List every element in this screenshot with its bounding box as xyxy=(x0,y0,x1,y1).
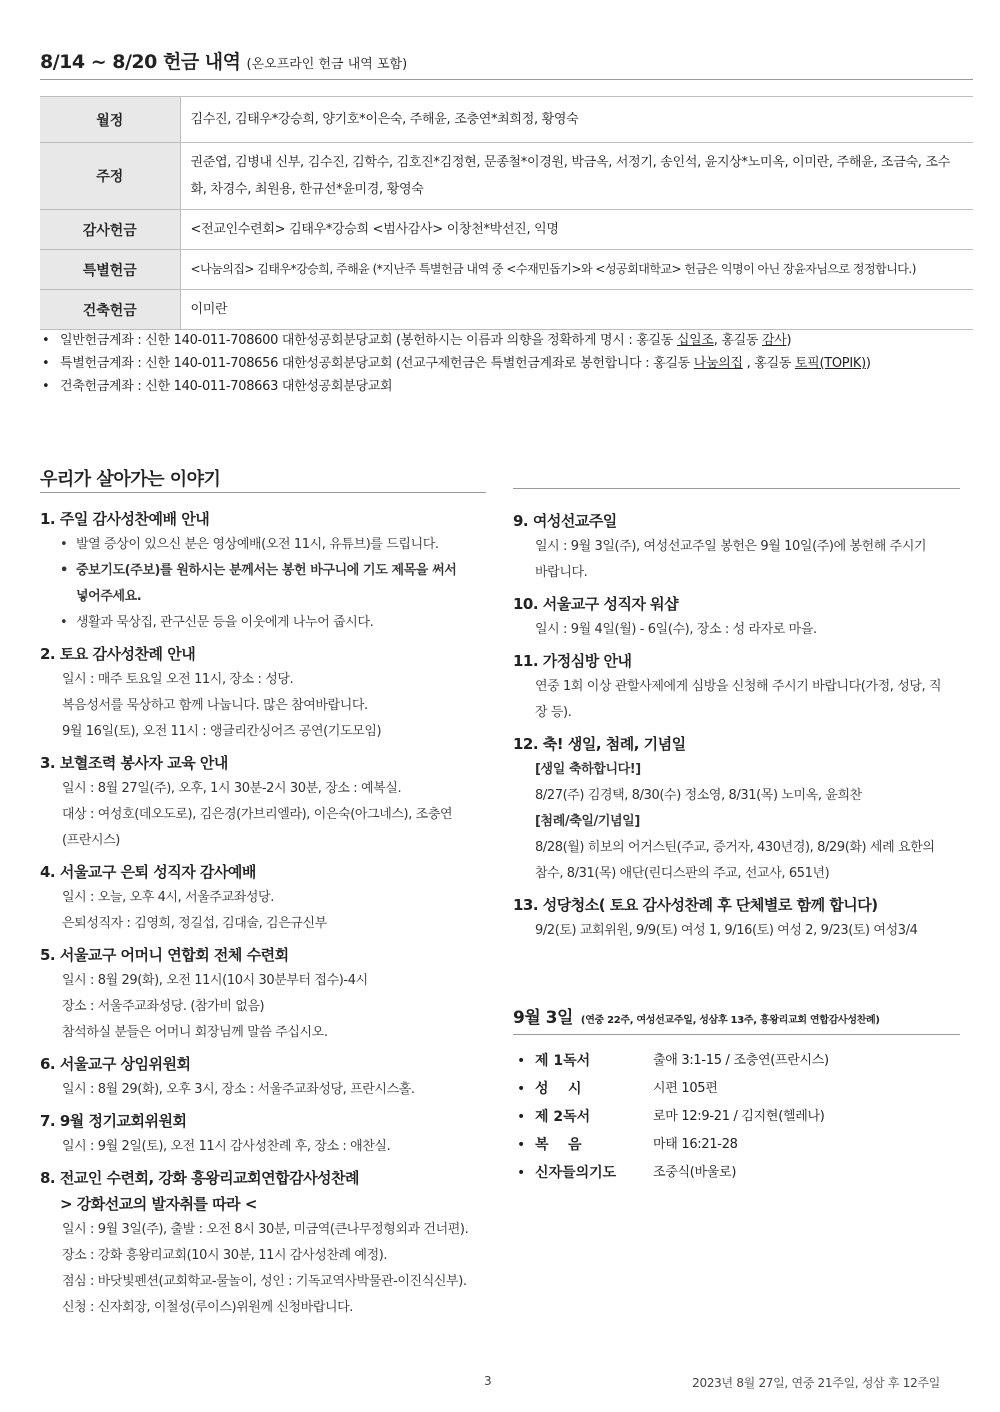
row-value: <전교인수련회> 김태우*강승희 <범사감사> 이창천*박선진, 익명 xyxy=(180,210,973,250)
story-line: 일시 : 8월 29(화), 오후 3시, 장소 : 서울주교좌성당, 프란시스홀. xyxy=(62,1082,415,1097)
story-line: • 생활과 묵상집, 관구신문 등을 이웃에게 나누어 줍시다. xyxy=(40,610,490,636)
story-title: 2. 토요 감사성찬례 안내 xyxy=(40,645,196,663)
bullet-icon: • xyxy=(517,1081,526,1097)
story-line: 신청 : 신자회장, 이철성(루이스)위원께 신청바랍니다. xyxy=(62,1300,354,1315)
sunday-date: 9월 3일 xyxy=(513,1008,573,1028)
story-line: 연중 1회 이상 관할사제에게 심방을 신청해 주시기 바랍니다(가정, 성당, 직 xyxy=(535,679,942,694)
reading-item xyxy=(513,1159,960,1187)
story-line: 장 등). xyxy=(535,705,572,720)
story-item xyxy=(40,641,490,745)
row-value: 이미란 xyxy=(180,290,973,330)
page-subtitle: (온오프라인 헌금 내역 포함) xyxy=(246,57,408,72)
story-line: 넣어주세요. xyxy=(76,589,142,604)
story-line: 참수, 8/31(목) 애단(린디스판의 주교, 선교사, 651년) xyxy=(535,866,830,881)
account-building: • 건축헌금계좌 : 신한 140-011-708663 대한성공회분당교회 xyxy=(40,375,973,398)
story-title: 5. 서울교구 어머니 연합회 전체 수련회 xyxy=(40,946,289,964)
row-label: 월정 xyxy=(40,97,180,143)
account-text: 특별헌금계좌 : 신한 140-011-708656 대한성공회분당교회 (선교구제헌금은 특별헌금계좌로 봉헌합니다 : 홍길동 xyxy=(60,356,694,371)
reading-item xyxy=(513,1047,960,1075)
section-divider xyxy=(513,488,960,489)
story-title: 3. 보혈조력 봉사자 교육 안내 xyxy=(40,754,228,772)
reading-item xyxy=(513,1075,960,1103)
story-item xyxy=(40,859,490,937)
stories-right-column xyxy=(513,508,963,949)
bullet-icon: • xyxy=(517,1109,526,1125)
story-line: 일시 : 8월 29(화), 오전 11시(10시 30분부터 접수)-4시 xyxy=(62,973,368,988)
account-example: 감사 xyxy=(761,333,787,348)
account-special xyxy=(40,352,973,375)
account-end: ) xyxy=(786,333,792,348)
story-line: 일시 : 9월 3일(주), 여성선교주일 봉헌은 9월 10일(주)에 봉헌해 주시기 xyxy=(535,539,927,554)
reading-item xyxy=(513,1131,960,1159)
story-line: 일시 : 9월 4일(월) - 6일(수), 장소 : 성 라자로 마을. xyxy=(535,622,817,637)
story-line: 참석하실 분들은 어머니 회장님께 말씀 주십시오. xyxy=(62,1025,328,1040)
story-line: • 발열 증상이 있으신 분은 영상예배(오전 11시, 유튜브)를 드립니다. xyxy=(40,532,490,558)
sunday-subtitle: (연중 22주, 여성선교주일, 성삼후 13주, 흥왕리교회 연합감사성찬례) xyxy=(580,1015,880,1026)
account-example: 나눔의집 xyxy=(693,356,743,371)
story-item xyxy=(513,892,963,944)
story-line: 8/28(월) 히보의 어거스틴(주교, 증거자, 430년경), 8/29(화) 세례 요한의 xyxy=(535,840,935,855)
account-sep: , 홍길동 xyxy=(742,356,795,371)
story-title: 6. 서울교구 상임위원회 xyxy=(40,1055,191,1073)
story-title: 13. 성당청소( 토요 감사성찬례 후 단체별로 함께 합니다) xyxy=(513,896,878,914)
story-item xyxy=(513,591,963,643)
story-item xyxy=(40,506,490,636)
story-line: 일시 : 8월 27일(주), 오후, 1시 30분-2시 30분, 장소 : 예복실. xyxy=(62,781,402,796)
story-line: 복음성서를 묵상하고 함께 나눕니다. 많은 참여바랍니다. xyxy=(62,698,368,713)
story-line: (프란시스) xyxy=(62,833,120,848)
story-line: 일시 : 오늘, 오후 4시, 서울주교좌성당. xyxy=(62,890,274,905)
story-line: 점심 : 바닷빛펜션(교회학교-물놀이, 성인 : 기독교역사박물관-이진식신부). xyxy=(62,1274,467,1289)
story-item xyxy=(40,750,490,854)
reading-value: 마태 16:21-28 xyxy=(653,1137,738,1152)
reading-value: 조중식(바울로) xyxy=(653,1165,737,1180)
reading-label: 성 시 xyxy=(535,1081,582,1097)
page-number: 3 xyxy=(484,1374,492,1388)
story-line: 9/2(토) 교회위원, 9/9(토) 여성 1, 9/16(토) 여성 2, 9/23(토) 여성3/4 xyxy=(535,923,918,938)
story-item xyxy=(40,942,490,1046)
reading-label: 제 2독서 xyxy=(535,1109,591,1125)
story-item xyxy=(40,1108,490,1160)
reading-item xyxy=(513,1103,960,1131)
row-label: 주정 xyxy=(40,143,180,210)
story-line: 은퇴성직자 : 김영희, 정길섭, 김대술, 김은규신부 xyxy=(62,916,327,931)
story-title: 12. 축! 생일, 첨례, 기념일 xyxy=(513,735,686,753)
offering-header xyxy=(40,50,973,80)
bullet-icon: • xyxy=(517,1053,526,1069)
table-row xyxy=(40,97,973,143)
sunday-header xyxy=(513,1003,960,1035)
account-example: 토픽(TOPIK) xyxy=(794,356,866,371)
stories-title: 우리가 살아가는 이야기 xyxy=(40,463,486,493)
story-item xyxy=(513,731,963,887)
story-line: 9월 16일(토), 오전 11시 : 앵글리칸싱어즈 공연(기도모임) xyxy=(62,724,382,739)
row-label: 건축헌금 xyxy=(40,290,180,330)
page-title: 8/14 ~ 8/20 헌금 내역 xyxy=(40,51,241,73)
account-text: 일반헌금계좌 : 신한 140-011-708600 대한성공회분당교회 (봉헌하시는 이름과 의향을 정확하게 명시 : 홍길동 xyxy=(60,333,677,348)
story-line: [생일 축하합니다!] xyxy=(535,762,641,777)
reading-value: 로마 12:9-21 / 김지현(헬레나) xyxy=(653,1109,825,1124)
story-line: 장소 : 강화 흥왕리교회(10시 30분, 11시 감사성찬례 예정). xyxy=(62,1248,388,1263)
story-line: 일시 : 9월 3일(주), 출발 : 오전 8시 30분, 미금역(큰나무정형외과 건너편). xyxy=(62,1222,469,1237)
account-example: 십일조 xyxy=(676,333,714,348)
bullet-icon: • xyxy=(517,1137,526,1153)
story-line: [첨례/축일/기념일] xyxy=(535,814,640,829)
story-line: • 중보기도(주보)를 원하시는 분께서는 봉헌 바구니에 기도 제목을 써서 xyxy=(40,558,490,584)
reading-list xyxy=(513,1047,960,1187)
account-end: ) xyxy=(865,356,871,371)
row-label: 감사헌금 xyxy=(40,210,180,250)
story-line: > 강화선교의 발자취를 따라 < xyxy=(60,1195,257,1213)
account-general xyxy=(40,329,973,352)
story-line: 일시 : 9월 2일(토), 오전 11시 감사성찬례 후, 장소 : 애찬실. xyxy=(62,1139,391,1154)
row-value: 권준엽, 김병내 신부, 김수진, 김학수, 김호진*김정현, 문종철*이경원, 박금옥, 서정기, 송인석, 윤지상*노미옥, 이미란, 주해윤, 조금숙, 조수화, 차경수, 최원용, 한규선*윤미경, 황영숙 xyxy=(180,143,973,210)
story-title: 7. 9월 정기교회위원회 xyxy=(40,1112,187,1130)
reading-label: 신자들의기도 xyxy=(535,1165,617,1181)
story-line: 바랍니다. xyxy=(535,565,588,580)
story-title: 10. 서울교구 성직자 워샵 xyxy=(513,595,679,613)
story-title: 11. 가정심방 안내 xyxy=(513,652,632,670)
sunday-readings xyxy=(513,1003,960,1187)
story-title: 9. 여성선교주일 xyxy=(513,512,617,530)
reading-value: 시편 105편 xyxy=(653,1081,718,1096)
story-line: 일시 : 매주 토요일 오전 11시, 장소 : 성당. xyxy=(62,672,294,687)
offering-table xyxy=(40,96,973,330)
stories-left-column xyxy=(40,506,490,1326)
table-row xyxy=(40,210,973,250)
story-title: 4. 서울교구 은퇴 성직자 감사예배 xyxy=(40,863,256,881)
story-item xyxy=(513,508,963,586)
reading-label: 복 음 xyxy=(535,1137,582,1153)
row-value: 김수진, 김태우*강승희, 양기호*이은숙, 주해윤, 조충연*최희정, 황영숙 xyxy=(180,97,973,143)
story-item xyxy=(40,1051,490,1103)
footer-date: 2023년 8월 27일, 연중 21주일, 성삼 후 12주일 xyxy=(692,1376,940,1390)
table-row xyxy=(40,143,973,210)
row-label: 특별헌금 xyxy=(40,250,180,290)
table-row xyxy=(40,290,973,330)
account-sep: , 홍길동 xyxy=(713,333,762,348)
story-title: 8. 전교인 수련회, 강화 흥왕리교회연합감사성찬례 xyxy=(40,1169,360,1187)
account-list xyxy=(40,329,973,398)
reading-label: 제 1독서 xyxy=(535,1053,591,1069)
story-item xyxy=(40,1165,490,1321)
bullet-icon: • xyxy=(517,1165,526,1181)
story-line: 장소 : 서울주교좌성당. (참가비 없음) xyxy=(62,999,265,1014)
story-title: 1. 주일 감사성찬예배 안내 xyxy=(40,510,210,528)
story-line: 8/27(주) 김경택, 8/30(수) 정소영, 8/31(목) 노미옥, 윤희찬 xyxy=(535,788,862,803)
story-line: 대상 : 여성호(데오도로), 김은경(가브리엘라), 이은숙(아그네스), 조충연 xyxy=(62,807,453,822)
row-value: <나눔의집> 김태우*강승희, 주해윤 (*지난주 특별헌금 내역 중 <수재민돕기>와 <성공회대학교> 헌금은 익명이 아닌 장윤자님으로 정정합니다.) xyxy=(180,250,973,290)
table-row xyxy=(40,250,973,290)
story-item xyxy=(513,648,963,726)
reading-value: 출애 3:1-15 / 조충연(프란시스) xyxy=(653,1053,829,1068)
